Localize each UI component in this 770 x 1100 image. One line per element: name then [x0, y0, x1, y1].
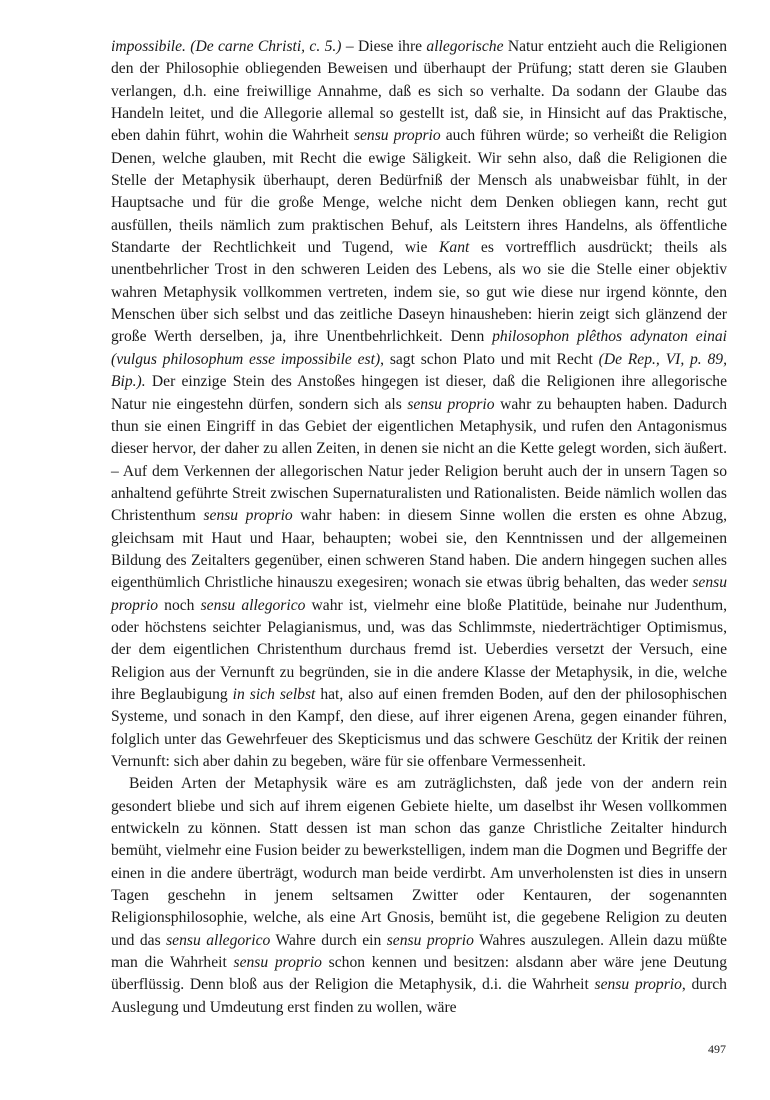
- text-segment: schon kennen und besitzen: alsdann aber wäre jene Deutung überflüssig. Denn bloß aus der Religion die Metaphysik, d.i. die Wahrheit: [111, 954, 728, 994]
- text-segment: Natur entzieht auch die Religionen den der Philosophie obliegenden Beweisen und überhaupt der Prüfung; statt deren sie Glauben verlangen, d.h. eine freiwillige Annahme, daß es sich so verhalte. Da sodann der Glaube das Handeln leitet, und die Allegorie allemal so gestellt ist, daß sie, in Hinsicht auf das Praktische, eben dahin führt, wohin die Wahrheit: [111, 38, 727, 145]
- text-segment: wahr ist, vielmehr eine bloße Platitüde, beinahe nur Judenthum, oder höchstens seichter Pelagianismus, und, was das Schlimmste, niederträchtiger Optimismus, der dem eigentlichen Christenthum durchaus fremd ist. Ueberdies versetzt der Versuch, eine Religion aus der Vernunft zu begründen, sie in die andere Klasse der Metaphysik, in die, welche ihre Beglaubigung: [111, 596, 728, 703]
- citation-de-carne-christi: impossibile. (De carne Christi, c. 5.): [111, 38, 342, 55]
- document-page: [111, 36, 727, 1019]
- emphasis-sensu-proprio: sensu proprio: [233, 954, 322, 972]
- emphasis-sensu-proprio: sensu proprio: [111, 574, 727, 614]
- citation-de-rep: (De Rep., VI, p. 89, Bip.).: [111, 350, 727, 391]
- text-segment: wahr zu behaupten haben. Dadurch thun sie einen Eingriff in das Gebiet der eigentlichen Metaphysik, und rufen den Antagonismus dieser hervor, der daher zu allen Zeiten, in denen sie nicht an die Kette gelegt worden, sich äußert. – Auf dem Verkennen der allegorischen Natur jeder Religion beruht auch der in unsern Tagen so anhaltend geführte Streit zwischen Supernaturalisten und Rationalisten. Beide nämlich wollen das Christenthum: [111, 395, 727, 525]
- emphasis-sensu-proprio: sensu proprio: [386, 931, 474, 949]
- quotation-greek-latin: philosophon plêthos adynaton einai (vulgus philosophum esse impossibile est): [111, 328, 727, 368]
- text-segment: , durch Auslegung und Umdeutung erst finden zu wollen, wäre: [111, 976, 727, 1016]
- text-segment: , sagt schon Plato und mit Recht: [380, 350, 599, 368]
- text-segment: Beiden Arten der Metaphysik wäre es am zuträglichsten, daß jede von der andern rein gesondert bliebe und sich auf ihrem eigenen Gebiete hielte, um daselbst ihr Wesen vollkommen entwickeln zu können. Statt dessen ist man schon das ganze Christliche Zeitalter hindurch bemüht, vielmehr eine Fusion beider zu bewerkstelligen, indem man die Dogmen und Begriffe der einen in die andere überträgt, wodurch man beide verdirbt. Am unverholensten ist dies in unsern Tagen geschehn in jenem seltsamen Zwitter oder Kentauren, der sogenannten Religionsphilosophie, welche, als eine Art Gnosis, bemüht ist, die gegebene Religion zu deuten und das: [111, 775, 727, 949]
- emphasis-kant: Kant: [439, 239, 470, 257]
- text-segment: wahr haben: in diesem Sinne wollen die ersten es ohne Abzug, gleichsam mit Haut und Haar, behaupten; wobei sie, den Kenntnissen und der allgemeinen Bildung des Zeitalters gegenüber, einen schweren Stand haben. Die andern hingegen suchen alles eigenthümlich Christliche hinauszu exegesiren; wonach sie etwas übrig behalten, das weder: [111, 507, 727, 592]
- emphasis-sensu-allegorico: sensu allegorico: [166, 931, 271, 949]
- text-segment: – Diese ihre: [341, 38, 427, 55]
- text-segment: Wahres auszulegen. Allein dazu müßte man die Wahrheit: [111, 931, 727, 972]
- text-segment: Wahre durch ein: [270, 931, 387, 949]
- text-segment: noch: [158, 596, 201, 614]
- paragraph-2: [111, 773, 727, 1019]
- emphasis-allegorische: allegorische: [426, 38, 504, 55]
- emphasis-sensu-allegorico: sensu allegorico: [200, 596, 306, 614]
- text-segment: auch führen würde; so verheißt die Religion Denen, welche glauben, mit Recht die ewige Säligkeit. Wir sehn also, daß die Religionen die Stelle der Metaphysik überhaupt, deren Bedürfniß der Mensch als unabweisbar fühlt, in der Hauptsache und für die große Menge, welche nicht dem Denken obliegen kann, recht gut ausfüllen, theils nämlich zum praktischen Behuf, als Leitstern ihres Handelns, als öffentliche Standarte der Rechtlichkeit und Tugend, wie: [111, 127, 727, 257]
- emphasis-sensu-proprio: sensu proprio: [353, 127, 441, 145]
- emphasis-sensu-proprio: sensu proprio: [594, 976, 682, 994]
- text-segment: es vortrefflich ausdrückt; theils als unentbehrlicher Trost in den schweren Leiden des Lebens, als wo sie die Stelle einer objektiv wahren Metaphysik vollkommen vertreten, indem sie, so gut wie diese nur irgend könnte, den Menschen über sich selbst und das zeitliche Daseyn hinausheben: hierin zeigt sich glänzend der große Werth derselben, ja, ihre Unentbehrlichkeit. Denn: [111, 239, 728, 346]
- page-number: 497: [708, 1042, 726, 1056]
- text-segment: Der einzige Stein des Anstoßes hingegen ist dieser, daß die Religionen ihre allegorische Natur nie eingestehn dürfen, sondern sich als: [111, 373, 727, 413]
- emphasis-in-sich-selbst: in sich selbst: [232, 685, 316, 703]
- emphasis-sensu-proprio: sensu proprio: [203, 507, 293, 525]
- paragraph-1: [111, 36, 727, 773]
- emphasis-sensu-proprio: sensu proprio: [407, 395, 495, 413]
- text-segment: hat, also auf einen fremden Boden, auf den der philosophischen Systeme, und sonach in den Kampf, den diese, auf ihrer eigenen Arena, gegen einander führen, folglich unter das Gewehrfeuer des Skepticismus und das schwere Geschütz der Kritik der reinen Vernunft: sich aber dahin zu begeben, wäre für sie offenbare Vermessenheit.: [111, 685, 727, 770]
